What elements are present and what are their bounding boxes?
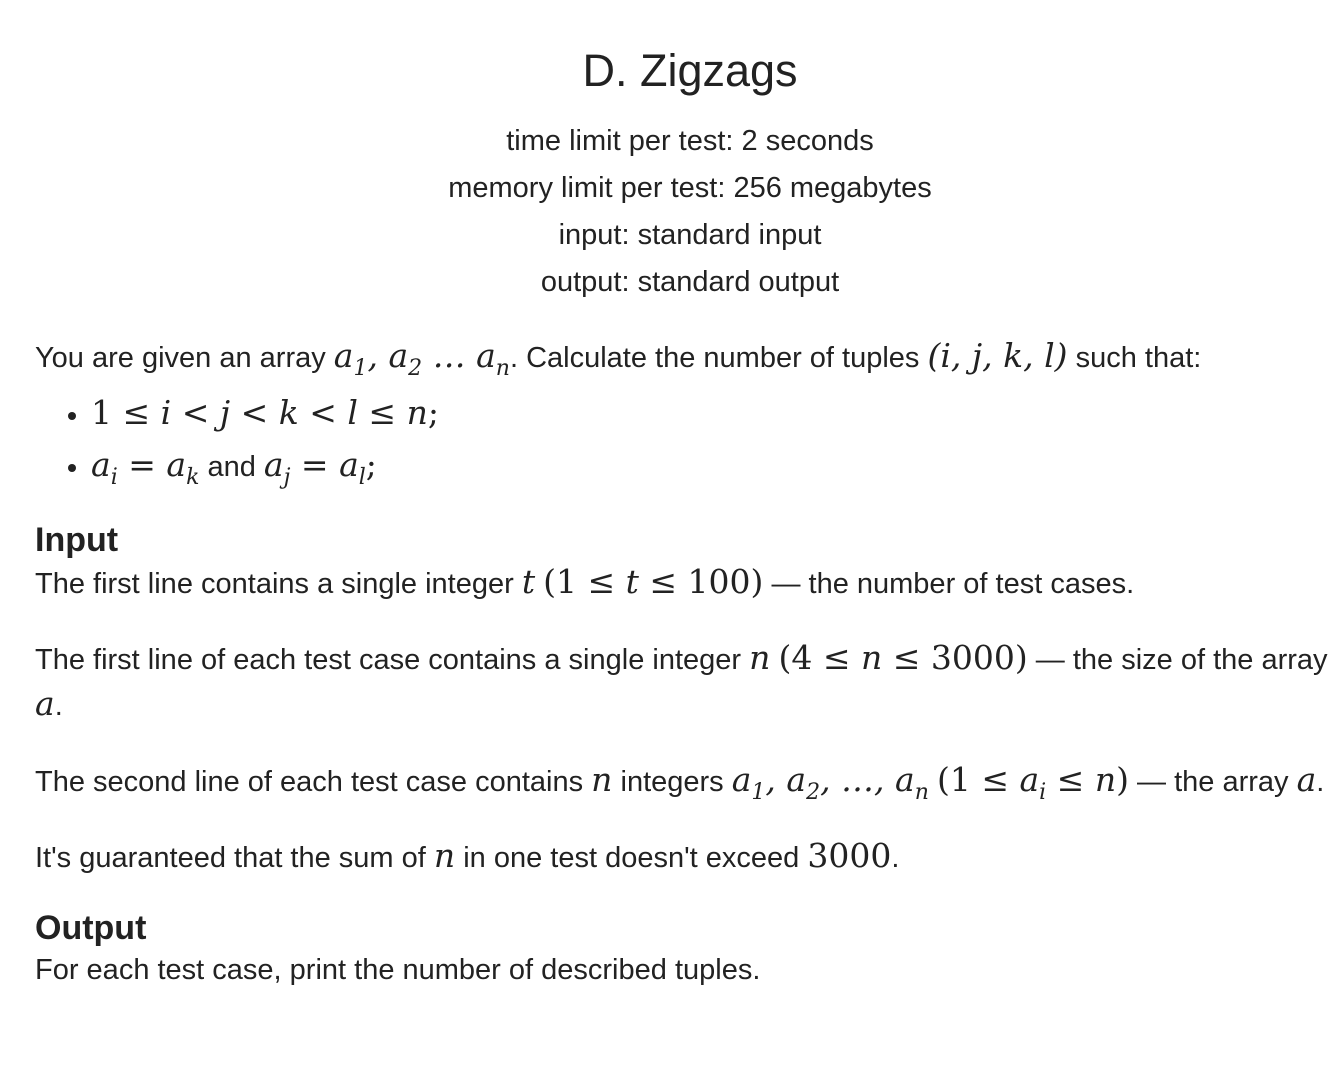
output-heading: Output (35, 909, 147, 947)
problem-statement (35, 334, 1340, 992)
problem-limits (18, 118, 1344, 306)
condition-2: • $a_i = a_k$ and $a_j = a_l$; (91, 440, 1340, 492)
input-heading: Input (35, 521, 119, 559)
intro-paragraph: You are given an array $a_1$, $a_2$ … $a_n$. Calculate the number of tuples (i, j, k, l) such that: (35, 336, 1202, 381)
problem-title: D. Zigzags (582, 45, 798, 96)
conditions-list (35, 388, 1340, 492)
input-section (35, 560, 1340, 880)
memory-limit: memory limit per test: 256 megabytes (448, 172, 932, 204)
math-tuple: (i, j, k, l) (927, 336, 1068, 375)
output-spec: output: standard output (540, 266, 840, 298)
output-section (35, 948, 1340, 992)
input-paragraph-1: The first line contains a single integer t (1 ≤ t ≤ 100) — the number of test cases. (35, 562, 1135, 601)
condition-1: • 1 ≤ i < j < k < l ≤ n; (91, 388, 1340, 440)
input-paragraph-3: The second line of each test case contains n integers $a_1$, $a_2$, …, $a_n$ $(1 \le a_i \le n)$ — the array a. (35, 760, 1325, 805)
input-paragraph-4: It's guaranteed that the sum of n in one test doesn't exceed 3000. (35, 836, 900, 875)
time-limit: time limit per test: 2 seconds (506, 125, 874, 157)
math-array: $a_1$, $a_2$ … $a_n$ (333, 336, 510, 381)
output-paragraph-1: For each test case, print the number of described tuples. (35, 954, 761, 986)
problem-header (0, 42, 1344, 306)
input-spec: input: standard input (558, 219, 822, 251)
input-paragraph-2: The first line of each test case contains a single integer n (4 ≤ n ≤ 3000) — the size of the array a. (35, 638, 1328, 723)
